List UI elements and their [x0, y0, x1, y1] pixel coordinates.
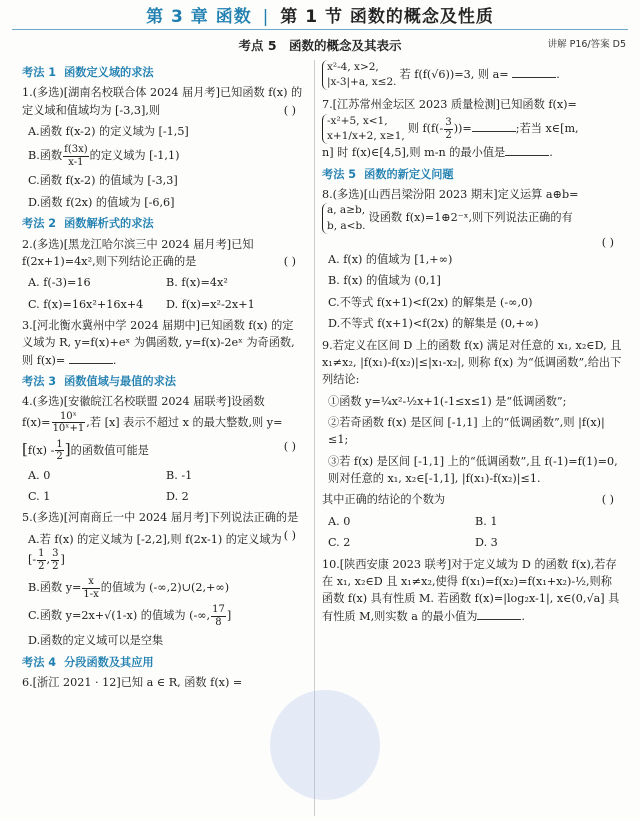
right-column [322, 60, 622, 627]
q1-option-d: D.函数 f(2x) 的值域为 [-6,6] [28, 195, 175, 209]
answer-blank [472, 121, 516, 132]
question-8: 8.(多选)[山西吕梁汾阳 2023 期末]定义运算 a⊕b= a, a≥b, b, a<b.设函数 f(x)=1⊕2⁻ˣ,则下列说法正确的有 ( ) A. f(x) 的值域为 [1,+∞) B. f(x) 的值域为 (0,1] C.不等式 f(x+1)<f(2x) 的解集是 (-∞,0) D.不等式 f(x+1)<f(2x) 的解集是 (0,+∞) [322, 186, 622, 333]
section-heading-1: 考法 1 函数定义域的求法 [22, 66, 154, 79]
q5-option-b: B.函数 y= $\frac{x}{1-x}$ 的值域为 (-∞,2)∪(2,+∞) [28, 576, 230, 600]
question-6-continued: x²-4, x>2, |x-3|+a, x≤2.若 f(f(√6))=3, 则 a= . [322, 60, 622, 90]
q9-option-a: A. 0 [328, 514, 351, 528]
q8-option-d: D.不等式 f(x+1)<f(2x) 的解集是 (0,+∞) [328, 317, 539, 331]
question-3: 3.[河北衡水冀州中学 2024 届期中]已知函数 f(x) 的定义域为 R, y=f(x)+eˣ 为偶函数, y=f(x)-2eˣ 为奇函数,则 f(x)= . [22, 318, 295, 367]
piecewise-brace: a, a≥b, b, a<b. [322, 203, 366, 233]
q9-statement-3: ③若 f(x) 是区间 [-1,1] 上的“低调函数”,且 f(-1)=f(1)=0,则对任意的 x₁, x₂∈[-1,1], |f(x₁)-f(x₂)|≤1. [328, 454, 618, 486]
piecewise-brace: -x²+5, x<1, x+1/x+2, x≥1, [322, 114, 405, 144]
q1-option-b: B.函数 $\frac{f(3x)}{x-1}$ 的定义域为 [-1,1) [28, 144, 180, 168]
question-7: 7.[江苏常州金坛区 2023 质量检测]已知函数 f(x)= -x²+5, x<1, x+1/x+2, x≥1,则 f(f(- $\frac{3}{2}$ ))= ;若当 x∈[m, n] 时 f(x)∈[4,5],则 m-n 的最小值是 . [322, 98, 579, 160]
question-2: 2.(多选)[黑龙江哈尔滨三中 2024 届月考]已知 f(2x+1)=4x²,则下列结论正确的是 ( ) A. f(-3)=16 B. f(x)=4x² C. f(x)=16x²+16x+4 D. f(x)=x²-2x+1 [22, 236, 304, 313]
left-column [22, 60, 304, 693]
piecewise-brace: x²-4, x>2, |x-3|+a, x≤2. [322, 60, 397, 90]
q8-option-b: B. f(x) 的值域为 (0,1] [328, 274, 441, 288]
q1-option-a: A.函数 f(x-2) 的定义域为 [-1,5] [28, 125, 189, 139]
q9-statement-2: ②若奇函数 f(x) 是区间 [-1,1] 上的“低调函数”,则 |f(x)|≤1; [328, 415, 605, 447]
knowledge-point-title: 考点 5 函数的概念及其表示 [238, 38, 402, 53]
question-4: 4.(多选)[安徽皖江名校联盟 2024 届联考]设函数 f(x)= $\frac{\text{10ˣ}}{\text{10ˣ+1}}$ ,若 [x] 表示不超过 x 的最大整数,则 y= [f(x) - $\frac{1}{2}$ ]的函数值可能是 ( ) A. 0 B. -1 C. 1 D. 2 [22, 393, 304, 505]
q9-statement-1: ①函数 y=¼x²-½x+1(-1≤x≤1) 是“低调函数”; [328, 394, 567, 408]
q2-option-a: A. f(-3)=16 [28, 276, 91, 290]
answer-blank [505, 145, 549, 156]
q1-option-c: C.函数 f(x-2) 的值域为 [-3,3] [28, 174, 178, 188]
section-number: 第 1 节 [280, 7, 343, 27]
q2-option-d: D. f(x)=x²-2x+1 [166, 297, 255, 311]
q2-option-b: B. f(x)=4x² [166, 276, 228, 290]
chapter-name: 函数 [215, 7, 252, 27]
section-name: 函数的概念及性质 [349, 7, 494, 27]
q8-option-a: A. f(x) 的值域为 [1,+∞) [328, 253, 453, 267]
header-rule [12, 29, 628, 30]
answer-blank [477, 609, 521, 620]
question-5: 5.(多选)[河南商丘一中 2024 届月考]下列说法正确的是 ( ) A.若 f(x) 的定义域为 [-2,2],则 f(2x-1) 的定义域为 [- $\frac{1}{2}$ , $\frac{3}{2}$ ] B.函数 y= $\frac{x}{1-x}$ 的值域为 (-∞,2)∪(2,+∞) C.函数 y=2x+√(1-x) 的值域为 (-∞, $\frac{17}{8}$ ] D.函数的定义域可以是空集 [22, 509, 304, 649]
chapter-header [0, 4, 640, 30]
section-heading-3: 考法 3 函数值域与最值的求法 [22, 375, 176, 389]
question-10: 10.[陕西安康 2023 联考]对于定义域为 D 的函数 f(x),若存在 x₁, x₂∈D 且 x₁≠x₂,使得 f(x₁)=f(x₂)=f(x₁+x₂)-½,则称函数 f(x) 具有性质 M. 若函数 f(x)=|log₂x-1|, x∈(0,√a] 具有性质 M,则实数 a 的最小值为 . [322, 557, 620, 623]
q8-option-c: C.不等式 f(x+1)<f(2x) 的解集是 (-∞,0) [328, 295, 533, 309]
q4-option-a: A. 0 [28, 468, 51, 482]
section-heading-2: 考法 2 函数解析式的求法 [22, 217, 154, 231]
header-separator: | [262, 7, 270, 27]
q2-option-c: C. f(x)=16x²+16x+4 [28, 297, 144, 311]
q9-option-d: D. 3 [475, 536, 498, 550]
section-heading-5: 考法 5 函数的新定义问题 [322, 167, 454, 181]
question-1: 1.(多选)[湖南名校联合体 2024 届月考]已知函数 f(x) 的定义域和值域均为 [-3,3],则 ( ) A.函数 f(x-2) 的定义域为 [-1,5] B.函数 $\frac{f(3x)}{x-1}$ 的定义域为 [-1,1) C.函数 f(x-2) 的值域为 [-3,3] D.函数 f(2x) 的值域为 [-6,6] [22, 84, 304, 211]
q5-option-a: A.若 f(x) 的定义域为 [-2,2],则 f(2x-1) 的定义域为 [- $\frac{1}{2}$ , $\frac{3}{2}$ ] [28, 532, 282, 572]
answer-reference: 讲解 P16/答案 D5 [547, 39, 626, 50]
chapter-number: 第 3 章 [146, 7, 209, 27]
q9-option-c: C. 2 [328, 536, 351, 550]
answer-blank [69, 353, 113, 364]
q5-option-d: D.函数的定义域可以是空集 [28, 634, 164, 648]
watermark-seal [270, 690, 380, 800]
question-6: 6.[浙江 2021 · 12]已知 a ∈ R, 函数 f(x) = [22, 675, 243, 689]
q4-option-d: D. 2 [166, 490, 189, 504]
answer-blank [512, 67, 556, 78]
question-9: 9.若定义在区间 D 上的函数 f(x) 满足对任意的 x₁, x₂∈D, 且 x₁≠x₂, |f(x₁)-f(x₂)|≤|x₁-x₂|, 则称 f(x) 为“低调函数”,给出下列结论: ①函数 y=¼x²-½x+1(-1≤x≤1) 是“低调函数”; ②若奇函数 f(x) 是区间 [-1,1] 上的“低调函数”,则 |f(x)|≤1; ③若 f(x) 是区间 [-1,1] 上的“低调函数”,且 f(-1)=f(1)=0,则对任意的 x₁, x₂∈[-1,1], |f(x₁)-f(x₂)|≤1. 其中正确的结论的个数为 ( ) A. 0 B. 1 C. 2 D. 3 [322, 337, 622, 552]
q5-option-c: C.函数 y=2x+√(1-x) 的值域为 (-∞, $\frac{17}{8}$ ] [28, 604, 232, 628]
q9-option-b: B. 1 [475, 514, 498, 528]
section-heading-4: 考法 4 分段函数及其应用 [22, 655, 154, 669]
q4-option-b: B. -1 [166, 468, 193, 482]
q4-option-c: C. 1 [28, 490, 51, 504]
